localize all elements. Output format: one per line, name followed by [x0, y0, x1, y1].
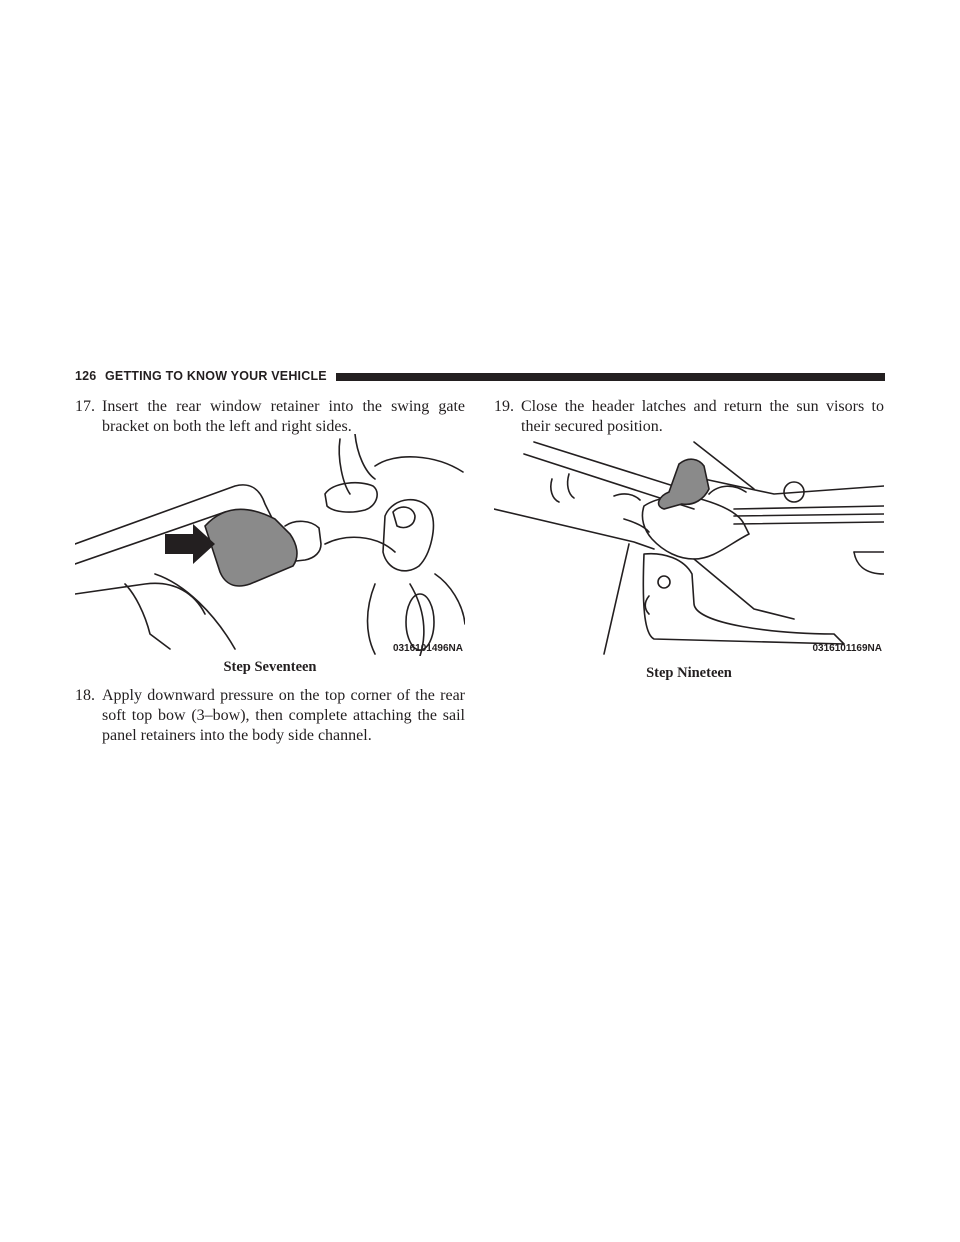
figure-code: 0316101169NA	[812, 643, 882, 654]
step-text: Insert the rear window retainer into the swing gate bracket on both the left and right sides.	[102, 398, 465, 435]
step-19	[494, 397, 884, 437]
header-rule	[336, 373, 885, 381]
step-text: Close the header latches and return the sun visors to their secured position.	[521, 398, 884, 435]
figure-step-seventeen	[75, 434, 465, 656]
section-title: GETTING TO KNOW YOUR VEHICLE	[105, 369, 327, 383]
figure-step-nineteen	[494, 434, 884, 656]
step-text: Apply downward pressure on the top corner of the rear soft top bow (3–bow), then complete attaching the sail panel retainers into the body side channel.	[102, 687, 465, 744]
step-17	[75, 397, 465, 437]
figure-caption: Step Nineteen	[646, 665, 732, 681]
step-number: 17.	[75, 398, 95, 415]
header-latch-illustration	[494, 434, 884, 656]
figure-code: 0316101496NA	[392, 643, 463, 654]
step-18	[75, 686, 465, 746]
page-header	[75, 368, 885, 386]
step-number: 18.	[75, 687, 95, 704]
step-number: 19.	[494, 398, 514, 415]
page-number: 126	[75, 369, 97, 383]
figure-caption: Step Seventeen	[223, 659, 317, 675]
retainer-shape	[205, 509, 297, 586]
swing-gate-bracket-illustration	[75, 434, 465, 656]
